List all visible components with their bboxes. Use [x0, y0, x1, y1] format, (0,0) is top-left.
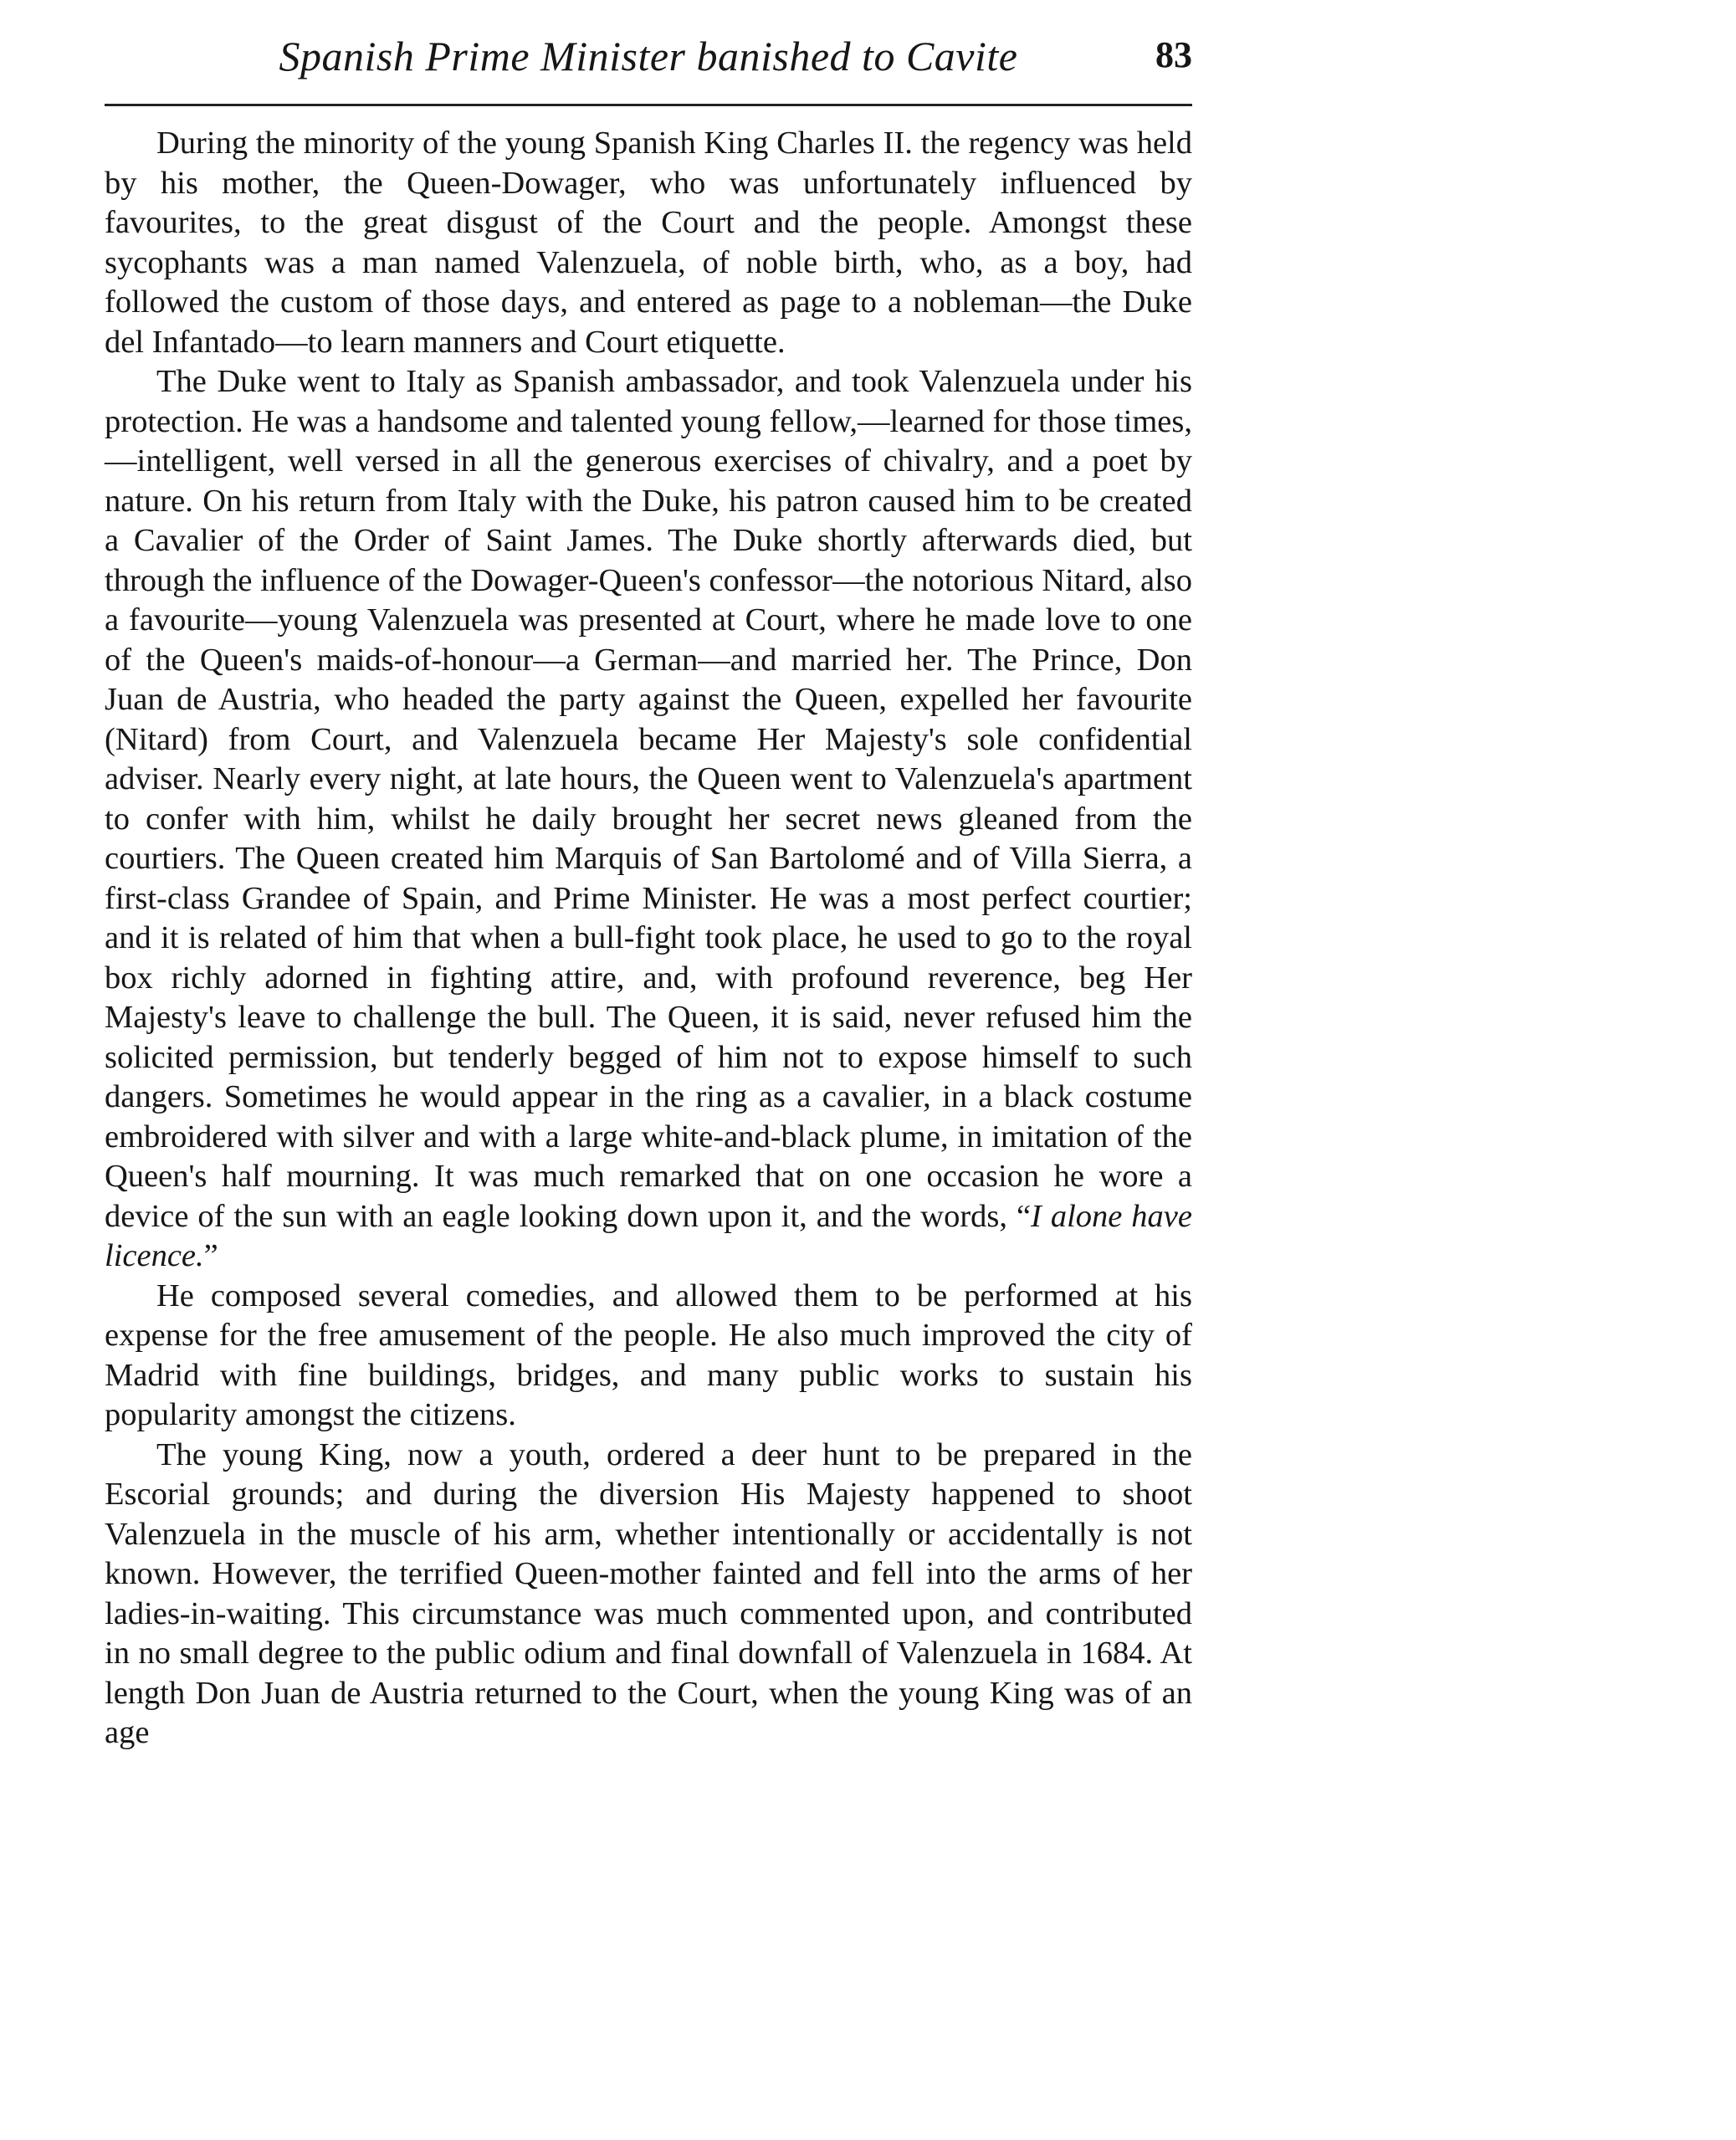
paragraph-4-text: The young King, now a youth, ordered a deer hunt to be prepared in the Escorial grounds; and during the diversion His Majesty happened to shoot Valenzuela in the muscle of his arm, whether intentionally or accidentally is not known. However, the terrified Queen-mother fainted and fell into the arms of her ladies-in-waiting. This circumstance was much commented upon, and contributed in no small degree to the public odium and final downfall of Valenzuela in 1684. At length Don Juan de Austria returned to the Court, when the young King was of an age [105, 1436, 1192, 1750]
paragraph-4 [105, 1436, 1192, 1753]
paragraph-3-text: He composed several comedies, and allowed them to be performed at his expense for the free amusement of the people. He also much improved the city of Madrid with fine buildings, bridges, and many public works to sustain his popularity amongst the citizens. [105, 1277, 1192, 1432]
closing-quote: ” [203, 1238, 218, 1273]
paragraph-1 [105, 124, 1192, 362]
running-header [105, 32, 1192, 99]
quoted-motto: I alone have licence. [105, 1198, 1192, 1273]
running-title: Spanish Prime Minister banished to Cavite [279, 33, 1018, 79]
header-rule [105, 104, 1192, 106]
paragraph-2-text: The Duke went to Italy as Spanish ambassador, and took Valenzuela under his protection. He was a handsome and talented young fellow,—learned for those times,—intelligent, well versed in all the generous exercises of chivalry, and a poet by nature. On his return from Italy with the Duke, his patron caused him to be created a Cavalier of the Order of Saint James. The Duke shortly afterwards died, but through the influence of the Dowager-Queen's confessor—the notorious Nitard, also a favourite—young Valenzuela was presented at Court, where he made love to one of the Queen's maids-of-honour—a German—and married her. The Prince, Don Juan de Austria, who headed the party against the Queen, expelled her favourite (Nitard) from Court, and Valenzuela became Her Majesty's sole confidential adviser. Nearly every night, at late hours, the Queen went to Valenzuela's apartment to confer with him, whilst he daily brought her secret news gleaned from the courtiers. The Queen created him Marquis of San Bartolomé and of Villa Sierra, a first-class Grandee of Spain, and Prime Minister. He was a most perfect courtier; and it is related of him that when a bull-fight took place, he used to go to the royal box richly adorned in fighting attire, and, with profound reverence, beg Her Majesty's leave to challenge the bull. The Queen, it is said, never refused him the solicited permission, but tenderly begged of him not to expose himself to such dangers. Sometimes he would appear in the ring as a cavalier, in a black costume embroidered with silver and with a large white-and-black plume, in imitation of the Queen's half mourning. It was much remarked that on one occasion he wore a device of the sun with an eagle looking down upon it, and the words, “ [105, 364, 1192, 1234]
paragraph-1-text: During the minority of the young Spanish King Charles II. the regency was held by his mother, the Queen-Dowager, who was unfortunately influenced by favourites, to the great disgust of the Court and the people. Amongst these sycophants was a man named Valenzuela, of noble birth, who, as a boy, had followed the custom of those days, and entered as page to a nobleman—the Duke del Infantado—to learn manners and Court etiquette. [105, 125, 1192, 360]
body-text [105, 124, 1192, 1753]
page-number: 83 [1155, 34, 1192, 75]
paragraph-2 [105, 362, 1192, 1277]
paragraph-3 [105, 1277, 1192, 1436]
